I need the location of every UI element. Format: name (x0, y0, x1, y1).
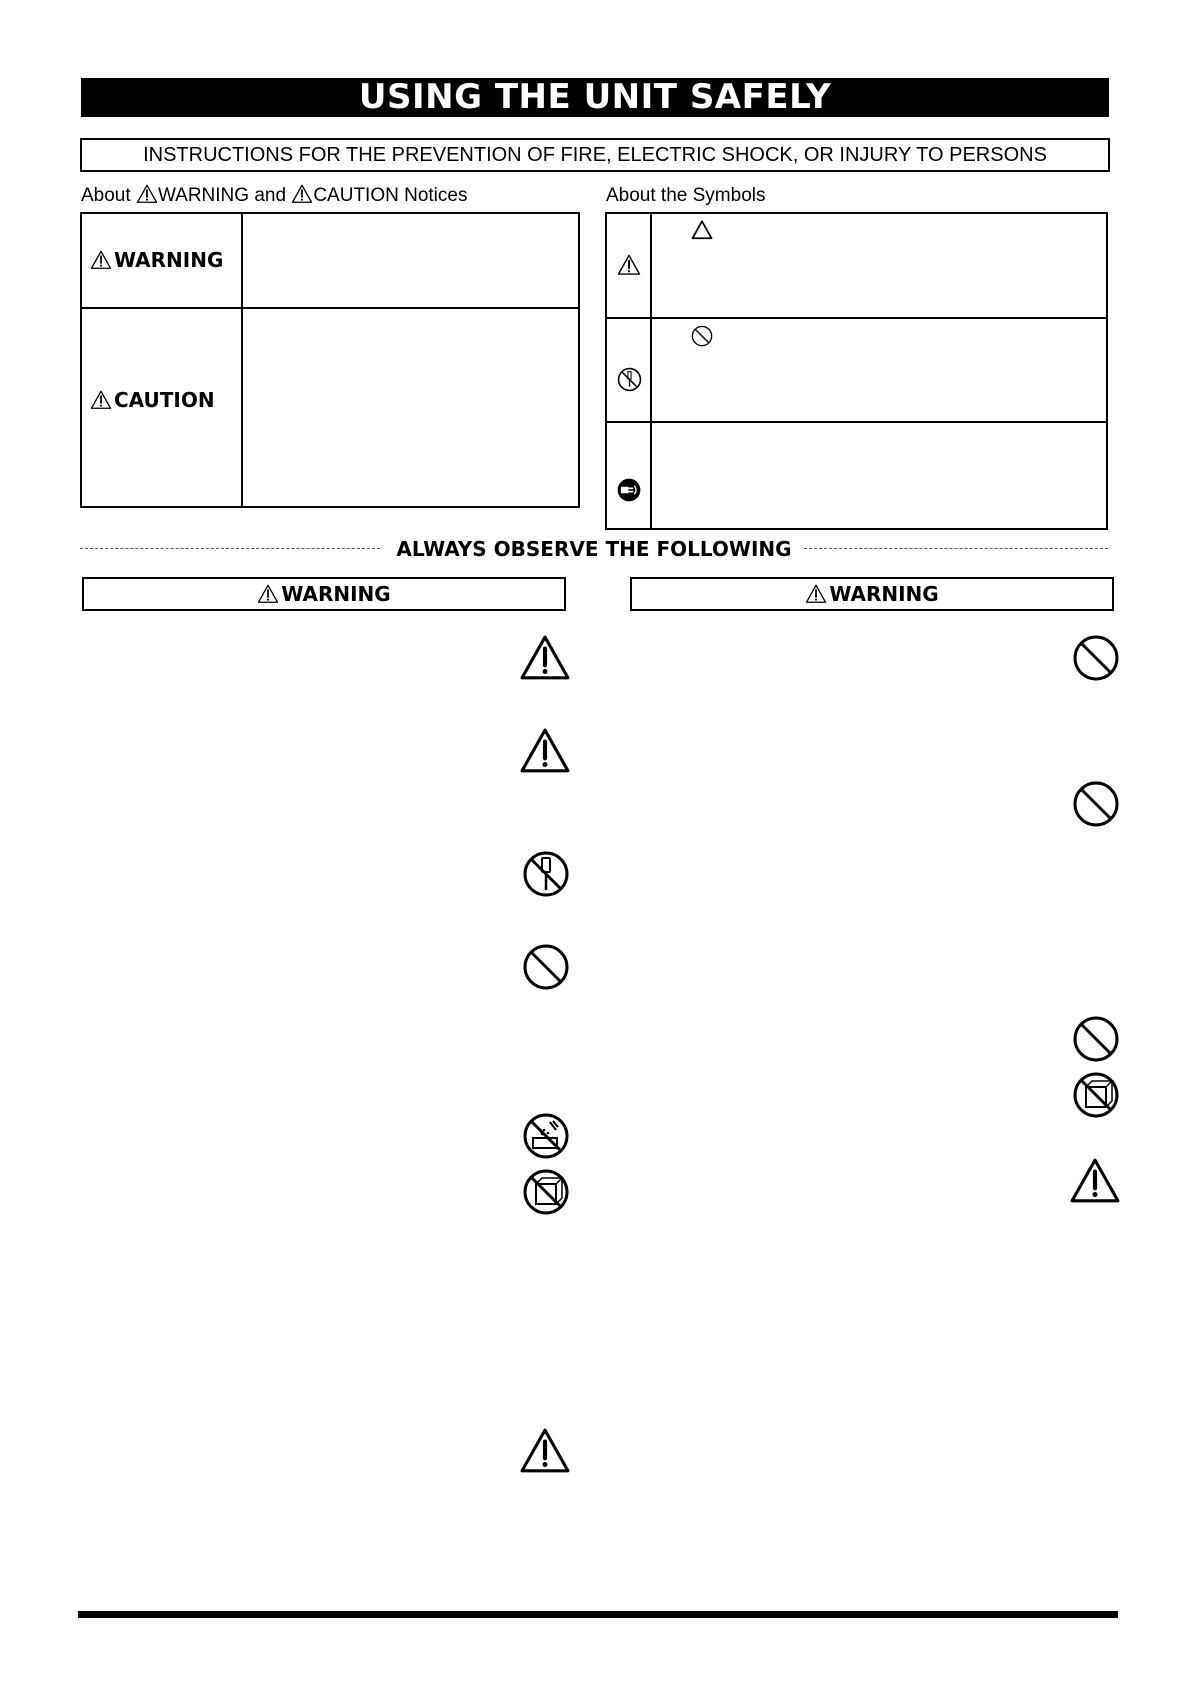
prohibited-icon (691, 325, 713, 347)
symbols-section-label: About the Symbols (606, 185, 766, 206)
page-subtitle: INSTRUCTIONS FOR THE PREVENTION OF FIRE, ELECTRIC SHOCK, OR INJURY TO PERSONS (80, 138, 1110, 172)
prohibited-icon (1072, 780, 1120, 828)
caution-triangle-icon (1070, 1157, 1120, 1205)
notices-section-label (81, 184, 467, 208)
caution-triangle-icon (136, 184, 158, 204)
caution-triangle-icon (520, 1427, 570, 1475)
prohibited-icon (1072, 1015, 1120, 1063)
caution-triangle-icon (691, 220, 713, 240)
prohibited-disassembly-icon (617, 367, 642, 392)
caution-triangle-icon (257, 584, 279, 604)
prohibited-icon (1072, 634, 1120, 682)
keep-away-from-children-icon (1072, 1071, 1120, 1119)
label-warning-and: WARNING and (157, 185, 287, 206)
caution-triangle-icon (805, 584, 827, 604)
always-observe-label: ALWAYS OBSERVE THE FOLLOWING (384, 537, 803, 561)
caution-notice-label: CAUTION (90, 388, 215, 412)
prohibited-icon (522, 943, 570, 991)
no-water-icon (522, 1112, 570, 1160)
bottom-rule (78, 1611, 1118, 1618)
caution-triangle-icon (617, 254, 641, 276)
symbol-table (605, 212, 1108, 530)
caution-triangle-icon (90, 390, 112, 410)
right-warning-heading: WARNING (630, 577, 1114, 611)
notice-table (80, 212, 580, 508)
always-observe-divider (80, 536, 1108, 562)
left-warning-heading: WARNING (82, 577, 566, 611)
warning-notice-label: WARNING (90, 248, 223, 272)
caution-triangle-icon (520, 634, 570, 682)
label-about: About (81, 185, 131, 206)
caution-triangle-icon (520, 727, 570, 775)
caution-triangle-icon (291, 184, 313, 204)
no-disassembly-icon (522, 850, 570, 898)
caution-triangle-icon (90, 250, 112, 270)
label-caution-notices: CAUTION Notices (313, 185, 468, 206)
unplug-icon (616, 477, 642, 503)
page-title: USING THE UNIT SAFELY (81, 78, 1109, 117)
keep-away-from-children-icon (522, 1168, 570, 1216)
